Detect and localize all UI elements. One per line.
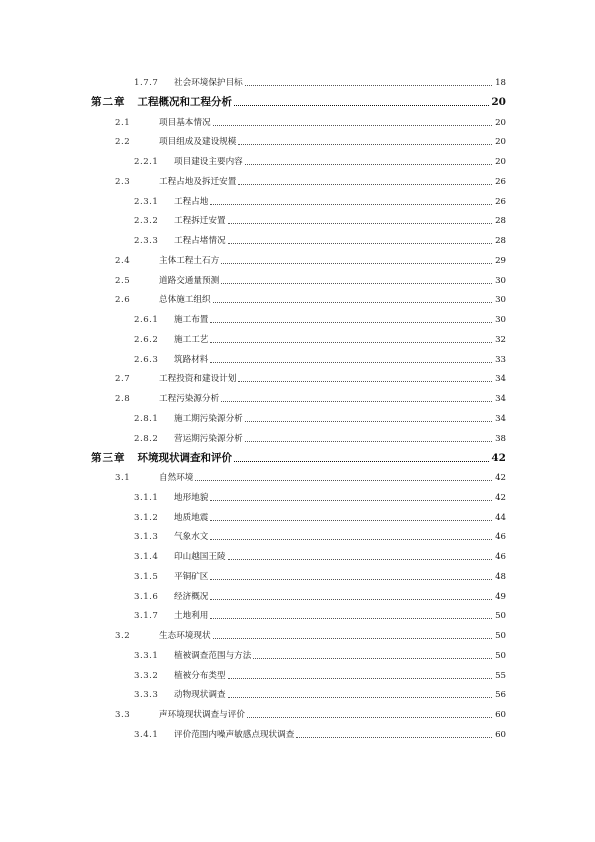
dot-leader <box>245 164 492 165</box>
toc-entry[interactable] <box>134 215 506 227</box>
entry-number: 2.6.2 <box>134 334 159 345</box>
dot-leader <box>296 737 492 738</box>
entry-title: 环境现状调查和评价 <box>137 451 232 464</box>
entry-title: 工程占地及拆迁安置 <box>159 176 237 187</box>
entry-title: 筑路材料 <box>174 354 209 365</box>
toc-entry[interactable] <box>134 512 506 524</box>
dot-leader <box>213 302 492 303</box>
entry-number: 第三章 <box>91 451 126 464</box>
entry-number: 2.2 <box>115 137 131 148</box>
entry-title: 气象水文 <box>174 532 209 543</box>
toc-entry[interactable] <box>115 373 506 385</box>
dot-leader <box>221 263 492 264</box>
toc-entry[interactable] <box>115 255 506 267</box>
toc-entry[interactable] <box>134 196 506 208</box>
entry-title: 动物现状调查 <box>174 690 226 701</box>
dot-leader <box>228 243 492 244</box>
entry-number: 2.7 <box>115 374 131 385</box>
toc-entry[interactable] <box>134 670 506 682</box>
dot-leader <box>210 322 492 323</box>
dot-leader <box>234 461 489 462</box>
toc-entry[interactable] <box>115 393 506 405</box>
entry-title: 工程拆迁安置 <box>174 216 226 227</box>
entry-title: 印山越国王陵 <box>174 552 226 562</box>
entry-page-number: 28 <box>495 216 506 227</box>
entry-page-number: 50 <box>495 650 506 661</box>
entry-page-number: 49 <box>495 591 506 602</box>
entry-number: 2.6.1 <box>134 315 159 325</box>
dot-leader <box>253 658 492 659</box>
entry-title: 自然环境 <box>159 473 194 483</box>
entry-number: 3.1.4 <box>134 552 159 562</box>
entry-title: 工程占地 <box>174 196 209 207</box>
entry-title: 施工工艺 <box>174 334 209 345</box>
entry-page-number: 34 <box>495 374 506 385</box>
dot-leader <box>245 421 492 422</box>
dot-leader <box>210 204 492 205</box>
entry-title: 道路交通量预测 <box>159 275 220 286</box>
entry-page-number: 30 <box>495 315 506 325</box>
dot-leader <box>228 697 492 698</box>
dot-leader <box>213 638 492 639</box>
entry-title: 经济概况 <box>174 591 209 602</box>
entry-title: 评价范围内噪声敏感点现状调查 <box>174 729 295 740</box>
toc-entry[interactable] <box>134 334 506 346</box>
entry-number: 2.5 <box>115 275 131 286</box>
toc-entry[interactable] <box>115 136 506 148</box>
entry-title: 声环境现状调查与评价 <box>159 710 245 720</box>
toc-entry[interactable] <box>134 729 506 741</box>
entry-number: 第二章 <box>91 96 126 109</box>
entry-number: 2.8 <box>115 394 131 404</box>
entry-number: 3.1 <box>115 473 131 483</box>
toc-entry[interactable] <box>134 689 506 701</box>
entry-title: 主体工程土石方 <box>159 255 220 266</box>
dot-leader <box>238 381 492 382</box>
entry-title: 社会环境保护目标 <box>174 78 243 88</box>
toc-entry[interactable] <box>134 492 506 504</box>
entry-page-number: 60 <box>495 729 506 740</box>
entry-page-number: 30 <box>495 275 506 286</box>
entry-number: 2.4 <box>115 255 131 266</box>
entry-number: 2.8.2 <box>134 433 159 444</box>
dot-leader <box>210 539 492 540</box>
entry-number: 2.6 <box>115 295 131 306</box>
entry-title: 工程概况和工程分析 <box>137 96 232 109</box>
entry-number: 3.3 <box>115 710 131 720</box>
entry-title: 植被调查范围与方法 <box>174 650 252 661</box>
dot-leader <box>213 125 492 126</box>
entry-number: 3.1.1 <box>134 492 159 503</box>
entry-title: 项目基本情况 <box>159 117 211 128</box>
dot-leader <box>210 599 492 600</box>
dot-leader <box>234 105 489 106</box>
toc-entry[interactable] <box>134 531 506 543</box>
entry-title: 工程污染源分析 <box>159 394 220 404</box>
toc-entry[interactable] <box>115 472 506 484</box>
entry-number: 2.6.3 <box>134 354 159 365</box>
entry-page-number: 34 <box>495 394 506 404</box>
entry-title: 施工布置 <box>174 315 209 325</box>
toc-entry[interactable] <box>115 294 506 306</box>
dot-leader <box>195 480 492 481</box>
entry-number: 3.1.7 <box>134 611 159 622</box>
entry-page-number: 38 <box>495 433 506 444</box>
toc-entry[interactable] <box>115 709 506 721</box>
entry-number: 2.3.1 <box>134 196 159 207</box>
entry-number: 3.3.3 <box>134 690 159 701</box>
entry-number: 2.3.2 <box>134 216 159 227</box>
entry-title: 生态环境现状 <box>159 631 211 641</box>
entry-number: 2.2.1 <box>134 157 159 167</box>
dot-leader <box>210 500 492 501</box>
entry-page-number: 42 <box>491 451 506 464</box>
toc-entry[interactable] <box>115 176 506 188</box>
entry-number: 3.1.3 <box>134 532 159 543</box>
entry-number: 3.1.5 <box>134 571 159 582</box>
entry-page-number: 20 <box>491 96 506 109</box>
dot-leader <box>238 184 492 185</box>
entry-page-number: 20 <box>495 157 506 167</box>
entry-page-number: 56 <box>495 690 506 701</box>
toc-entry[interactable] <box>134 314 506 326</box>
entry-page-number: 28 <box>495 236 506 246</box>
entry-page-number: 44 <box>495 512 506 523</box>
entry-number: 3.3.1 <box>134 650 159 661</box>
dot-leader <box>210 579 492 580</box>
entry-title: 营运期污染源分析 <box>174 433 243 444</box>
toc-entry[interactable] <box>134 610 506 622</box>
entry-number: 3.4.1 <box>134 729 159 740</box>
dot-leader <box>210 342 492 343</box>
entry-page-number: 20 <box>495 137 506 148</box>
dot-leader <box>228 223 492 224</box>
entry-page-number: 29 <box>495 255 506 266</box>
toc-chapter-entry[interactable] <box>91 95 506 109</box>
toc-entry[interactable] <box>134 354 506 366</box>
entry-number: 2.1 <box>115 117 131 128</box>
entry-page-number: 48 <box>495 571 506 582</box>
toc-entry[interactable] <box>115 275 506 287</box>
toc-entry[interactable] <box>134 156 506 168</box>
entry-number: 3.2 <box>115 631 131 641</box>
dot-leader <box>210 520 492 521</box>
dot-leader <box>238 144 492 145</box>
entry-page-number: 30 <box>495 295 506 306</box>
entry-page-number: 26 <box>495 176 506 187</box>
entry-title: 项目建设主要内容 <box>174 157 243 167</box>
entry-title: 地形地貌 <box>174 492 209 503</box>
entry-title: 地质地震 <box>174 512 209 523</box>
entry-page-number: 26 <box>495 196 506 207</box>
entry-page-number: 50 <box>495 631 506 641</box>
entry-page-number: 46 <box>495 532 506 543</box>
entry-number: 2.3 <box>115 176 131 187</box>
toc-entry[interactable] <box>134 235 506 247</box>
toc-entry[interactable] <box>134 77 506 89</box>
entry-page-number: 46 <box>495 552 506 562</box>
dot-leader <box>245 441 492 442</box>
dot-leader <box>221 401 492 402</box>
toc-entry[interactable] <box>134 650 506 662</box>
entry-title: 项目组成及建设规模 <box>159 137 237 148</box>
entry-page-number: 50 <box>495 611 506 622</box>
entry-number: 3.1.2 <box>134 512 159 523</box>
toc-entry[interactable] <box>134 551 506 563</box>
toc-entry[interactable] <box>134 571 506 583</box>
entry-title: 植被分布类型 <box>174 670 226 681</box>
entry-number: 3.1.6 <box>134 591 159 602</box>
toc-entry[interactable] <box>115 630 506 642</box>
toc-chapter-entry[interactable] <box>91 451 506 465</box>
entry-page-number: 60 <box>495 710 506 720</box>
entry-title: 土地利用 <box>174 611 209 622</box>
dot-leader <box>228 559 492 560</box>
entry-title: 总体施工组织 <box>159 295 211 306</box>
entry-page-number: 32 <box>495 334 506 345</box>
entry-title: 工程占堵情况 <box>174 236 226 246</box>
entry-title: 施工期污染源分析 <box>174 413 243 424</box>
dot-leader <box>245 85 492 86</box>
toc-entry[interactable] <box>134 433 506 445</box>
entry-number: 2.8.1 <box>134 413 159 424</box>
entry-title: 工程投资和建设计划 <box>159 374 237 385</box>
entry-page-number: 18 <box>495 78 506 88</box>
entry-page-number: 42 <box>495 473 506 483</box>
toc-entry[interactable] <box>134 413 506 425</box>
entry-number: 2.3.3 <box>134 236 159 246</box>
dot-leader <box>210 618 492 619</box>
entry-page-number: 33 <box>495 354 506 365</box>
entry-number: 3.3.2 <box>134 670 159 681</box>
dot-leader <box>247 717 492 718</box>
entry-page-number: 20 <box>495 117 506 128</box>
entry-page-number: 42 <box>495 492 506 503</box>
dot-leader <box>221 283 492 284</box>
entry-number: 1.7.7 <box>134 78 159 88</box>
entry-page-number: 55 <box>495 670 506 681</box>
entry-title: 平铜矿区 <box>174 571 209 582</box>
toc-entry[interactable] <box>115 117 506 129</box>
dot-leader <box>210 362 492 363</box>
toc-entry[interactable] <box>134 591 506 603</box>
dot-leader <box>228 678 492 679</box>
entry-page-number: 34 <box>495 413 506 424</box>
